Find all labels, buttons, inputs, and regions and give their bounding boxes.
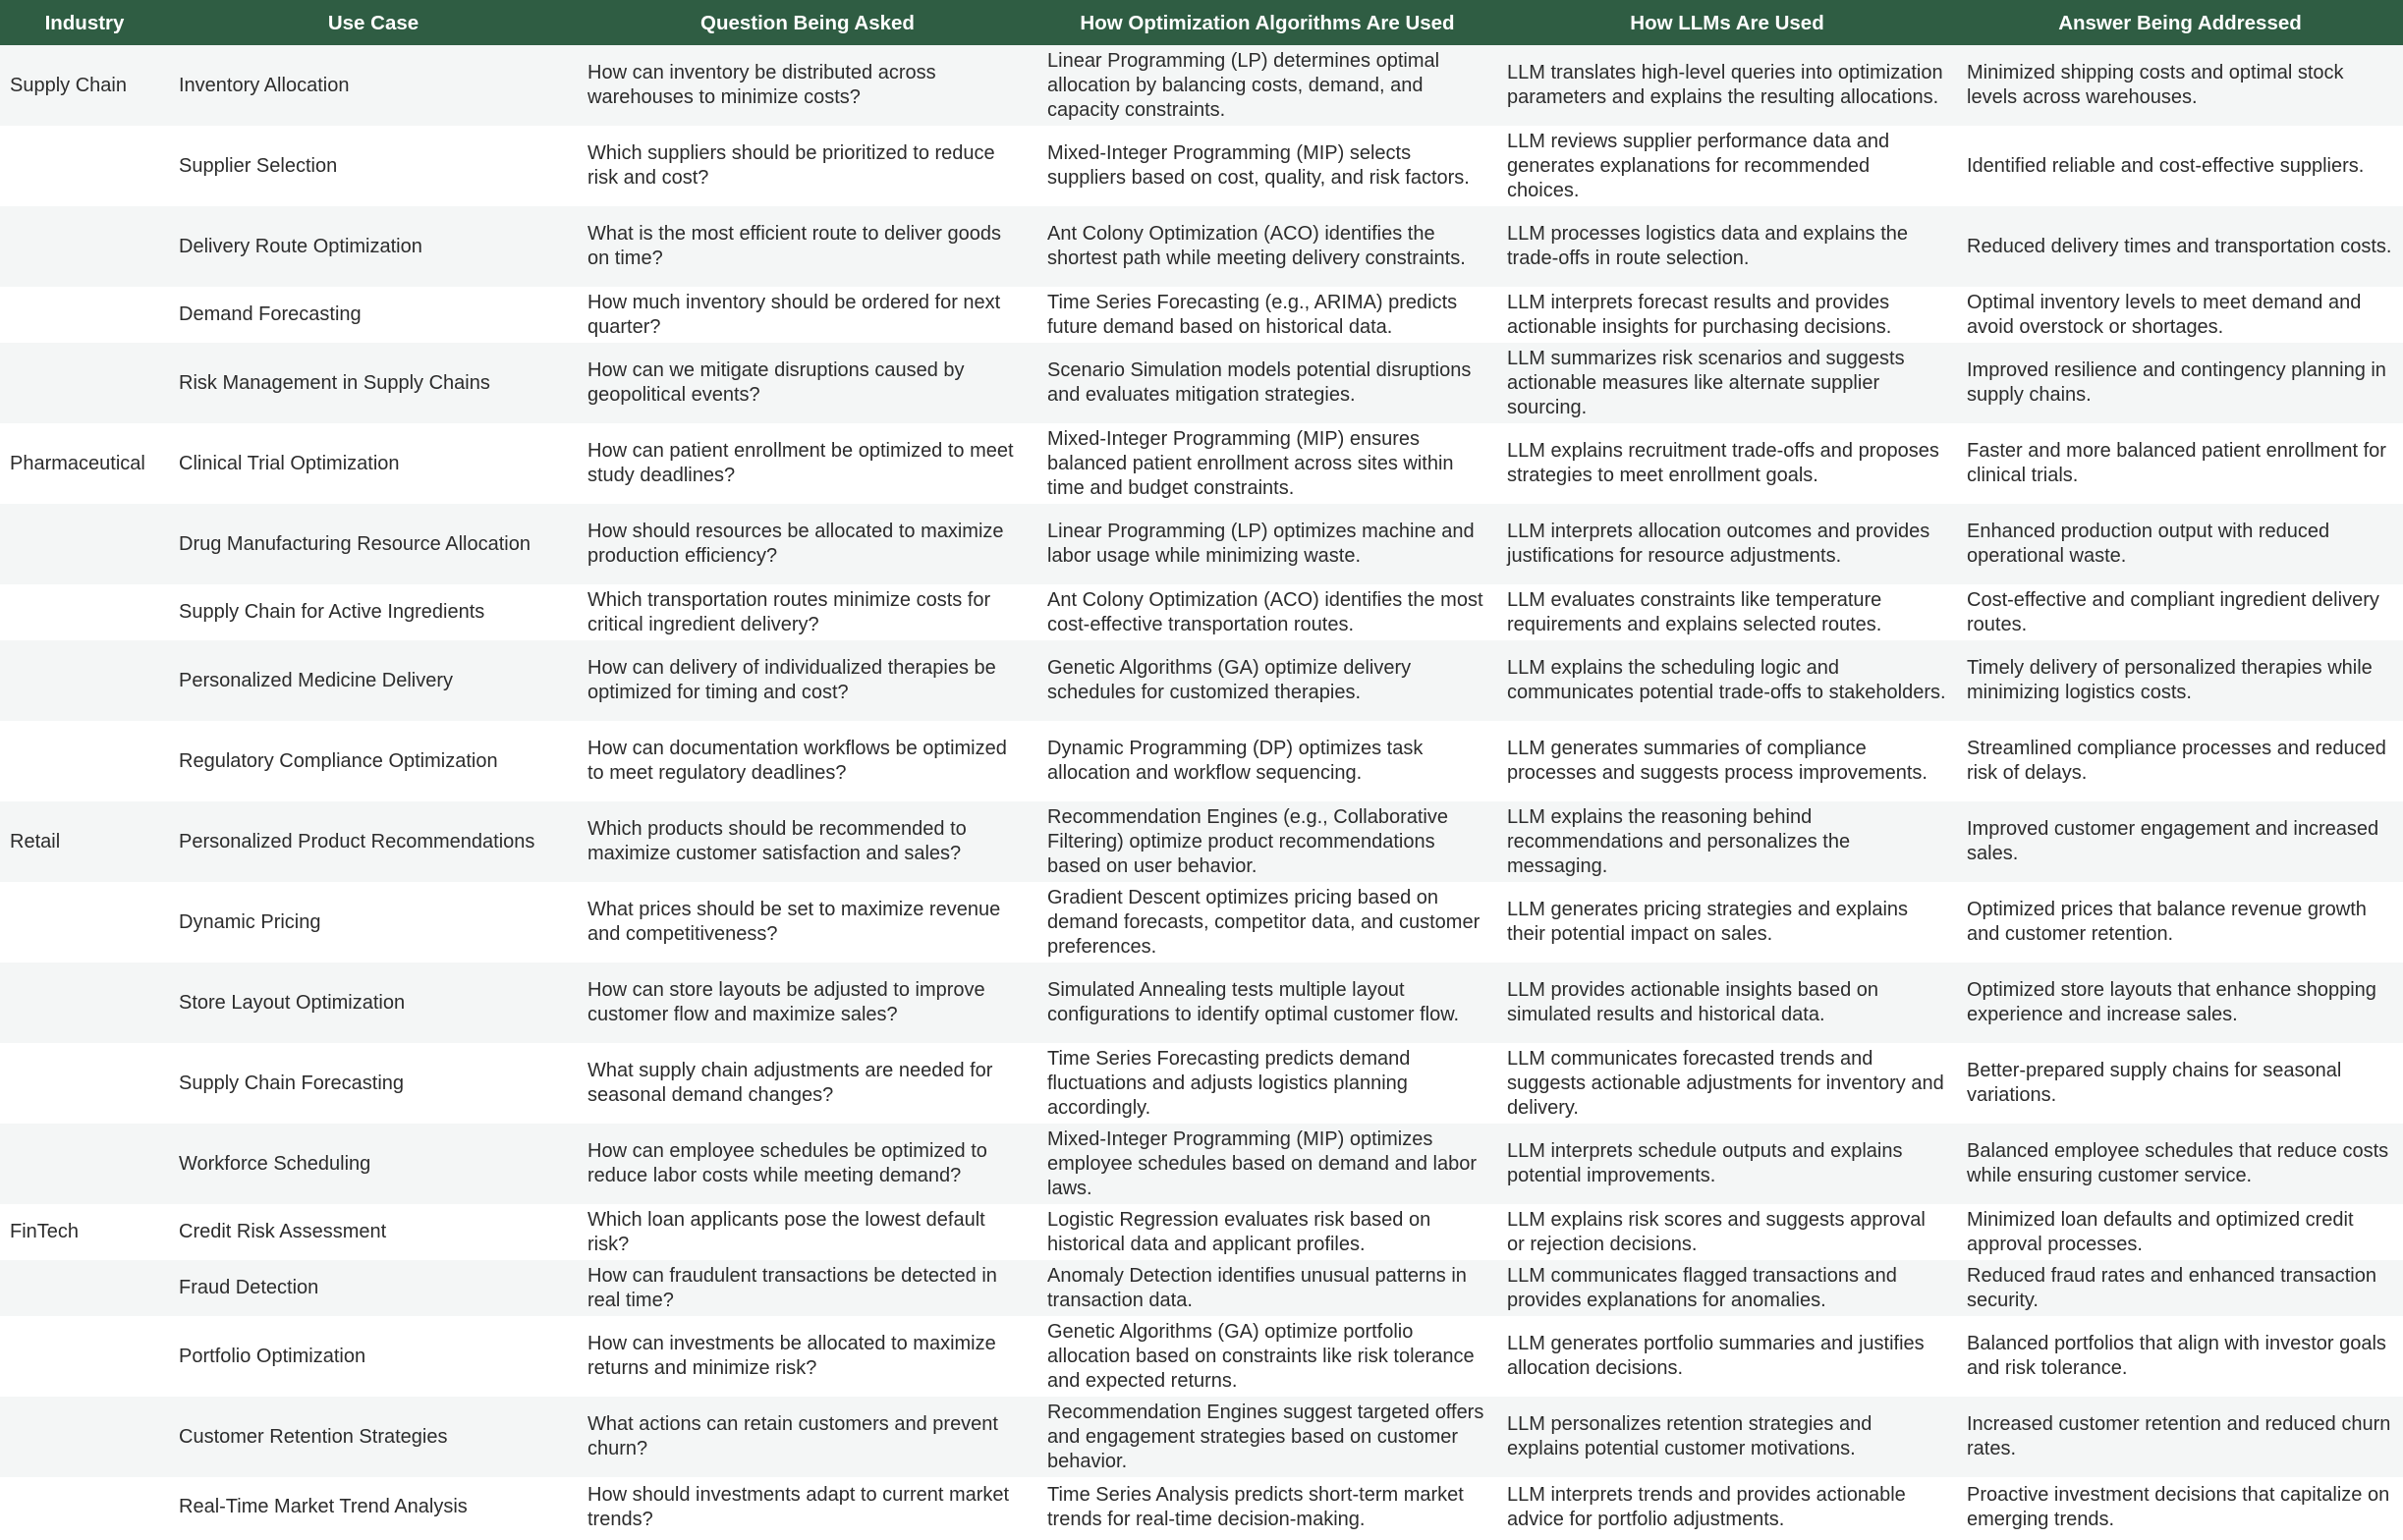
- header-industry: Industry: [0, 0, 169, 45]
- question-cell: How can documentation workflows be optimized to meet regulatory deadlines?: [578, 721, 1037, 801]
- question-cell: Which products should be recommended to maximize customer satisfaction and sales?: [578, 801, 1037, 882]
- question-cell: What is the most efficient route to deliver goods on time?: [578, 206, 1037, 287]
- question-cell: How can patient enrollment be optimized to meet study deadlines?: [578, 423, 1037, 504]
- table-row: [0, 1260, 2403, 1316]
- answer-cell: Proactive investment decisions that capitalize on emerging trends.: [1957, 1477, 2403, 1537]
- optimization-cell: Genetic Algorithms (GA) optimize delivery schedules for customized therapies.: [1037, 640, 1497, 721]
- question-cell: How can employee schedules be optimized to reduce labor costs while meeting demand?: [578, 1124, 1037, 1204]
- use-case-cell: Drug Manufacturing Resource Allocation: [169, 504, 578, 584]
- optimization-cell: Time Series Analysis predicts short-term market trends for real-time decision-making.: [1037, 1477, 1497, 1537]
- question-cell: How can inventory be distributed across warehouses to minimize costs?: [578, 45, 1037, 126]
- question-cell: How can fraudulent transactions be detected in real time?: [578, 1260, 1037, 1316]
- header-question: Question Being Asked: [578, 0, 1037, 45]
- industry-cell: Retail: [0, 801, 169, 882]
- table-row: [0, 1204, 2403, 1260]
- question-cell: How much inventory should be ordered for next quarter?: [578, 287, 1037, 343]
- industry-cell: [0, 1316, 169, 1397]
- optimization-cell: Mixed-Integer Programming (MIP) optimizes employee schedules based on demand and labor laws.: [1037, 1124, 1497, 1204]
- answer-cell: Identified reliable and cost-effective suppliers.: [1957, 126, 2403, 206]
- use-case-cell: Supply Chain Forecasting: [169, 1043, 578, 1124]
- industry-cell: Pharmaceutical: [0, 423, 169, 504]
- optimization-cell: Linear Programming (LP) optimizes machine and labor usage while minimizing waste.: [1037, 504, 1497, 584]
- industry-cell: Supply Chain: [0, 45, 169, 126]
- table-row: [0, 1316, 2403, 1397]
- optimization-cell: Gradient Descent optimizes pricing based on demand forecasts, competitor data, and customer preferences.: [1037, 882, 1497, 962]
- llm-cell: LLM interprets forecast results and provides actionable insights for purchasing decisions.: [1497, 287, 1957, 343]
- optimization-cell: Time Series Forecasting predicts demand fluctuations and adjusts logistics planning accordingly.: [1037, 1043, 1497, 1124]
- use-case-cell: Customer Retention Strategies: [169, 1397, 578, 1477]
- industry-cell: [0, 126, 169, 206]
- answer-cell: Balanced portfolios that align with investor goals and risk tolerance.: [1957, 1316, 2403, 1397]
- llm-cell: LLM generates pricing strategies and explains their potential impact on sales.: [1497, 882, 1957, 962]
- optimization-cell: Time Series Forecasting (e.g., ARIMA) predicts future demand based on historical data.: [1037, 287, 1497, 343]
- llm-cell: LLM explains risk scores and suggests approval or rejection decisions.: [1497, 1204, 1957, 1260]
- industry-cell: [0, 721, 169, 801]
- answer-cell: Streamlined compliance processes and reduced risk of delays.: [1957, 721, 2403, 801]
- llm-cell: LLM explains recruitment trade-offs and proposes strategies to meet enrollment goals.: [1497, 423, 1957, 504]
- table-row: [0, 1043, 2403, 1124]
- use-case-cell: Store Layout Optimization: [169, 962, 578, 1043]
- table-row: [0, 1477, 2403, 1537]
- optimization-cell: Simulated Annealing tests multiple layout configurations to identify optimal customer flow.: [1037, 962, 1497, 1043]
- optimization-cell: Scenario Simulation models potential disruptions and evaluates mitigation strategies.: [1037, 343, 1497, 423]
- llm-cell: LLM reviews supplier performance data and generates explanations for recommended choices.: [1497, 126, 1957, 206]
- industry-cell: FinTech: [0, 1204, 169, 1260]
- use-case-cell: Inventory Allocation: [169, 45, 578, 126]
- industry-cell: [0, 640, 169, 721]
- use-case-cell: Credit Risk Assessment: [169, 1204, 578, 1260]
- header-optimization: How Optimization Algorithms Are Used: [1037, 0, 1497, 45]
- answer-cell: Enhanced production output with reduced operational waste.: [1957, 504, 2403, 584]
- llm-cell: LLM summarizes risk scenarios and suggests actionable measures like alternate supplier sourcing.: [1497, 343, 1957, 423]
- llm-cell: LLM interprets schedule outputs and explains potential improvements.: [1497, 1124, 1957, 1204]
- use-case-cell: Dynamic Pricing: [169, 882, 578, 962]
- industry-cell: [0, 1260, 169, 1316]
- header-llm: How LLMs Are Used: [1497, 0, 1957, 45]
- answer-cell: Timely delivery of personalized therapies while minimizing logistics costs.: [1957, 640, 2403, 721]
- use-case-cell: Supplier Selection: [169, 126, 578, 206]
- industry-cell: [0, 504, 169, 584]
- llm-cell: LLM provides actionable insights based on simulated results and historical data.: [1497, 962, 1957, 1043]
- table-row: [0, 962, 2403, 1043]
- answer-cell: Increased customer retention and reduced churn rates.: [1957, 1397, 2403, 1477]
- llm-cell: LLM communicates flagged transactions and provides explanations for anomalies.: [1497, 1260, 1957, 1316]
- llm-cell: LLM generates portfolio summaries and justifies allocation decisions.: [1497, 1316, 1957, 1397]
- industry-cell: [0, 584, 169, 640]
- question-cell: How can store layouts be adjusted to improve customer flow and maximize sales?: [578, 962, 1037, 1043]
- answer-cell: Optimized store layouts that enhance shopping experience and increase sales.: [1957, 962, 2403, 1043]
- answer-cell: Optimized prices that balance revenue growth and customer retention.: [1957, 882, 2403, 962]
- answer-cell: Improved customer engagement and increased sales.: [1957, 801, 2403, 882]
- question-cell: How can we mitigate disruptions caused by geopolitical events?: [578, 343, 1037, 423]
- industry-cell: [0, 1043, 169, 1124]
- answer-cell: Reduced fraud rates and enhanced transaction security.: [1957, 1260, 2403, 1316]
- industry-cell: [0, 882, 169, 962]
- optimization-cell: Ant Colony Optimization (ACO) identifies the shortest path while meeting delivery constraints.: [1037, 206, 1497, 287]
- optimization-cell: Linear Programming (LP) determines optimal allocation by balancing costs, demand, and capacity constraints.: [1037, 45, 1497, 126]
- optimization-cell: Recommendation Engines (e.g., Collaborative Filtering) optimize product recommendations based on user behavior.: [1037, 801, 1497, 882]
- header-answer: Answer Being Addressed: [1957, 0, 2403, 45]
- header-use-case: Use Case: [169, 0, 578, 45]
- llm-cell: LLM explains the reasoning behind recommendations and personalizes the messaging.: [1497, 801, 1957, 882]
- industry-cell: [0, 206, 169, 287]
- use-case-cell: Supply Chain for Active Ingredients: [169, 584, 578, 640]
- table-row: [0, 640, 2403, 721]
- answer-cell: Minimized shipping costs and optimal stock levels across warehouses.: [1957, 45, 2403, 126]
- optimization-cell: Dynamic Programming (DP) optimizes task allocation and workflow sequencing.: [1037, 721, 1497, 801]
- question-cell: How can delivery of individualized therapies be optimized for timing and cost?: [578, 640, 1037, 721]
- llm-cell: LLM generates summaries of compliance processes and suggests process improvements.: [1497, 721, 1957, 801]
- llm-cell: LLM evaluates constraints like temperature requirements and explains selected routes.: [1497, 584, 1957, 640]
- llm-cell: LLM translates high-level queries into optimization parameters and explains the resulting allocations.: [1497, 45, 1957, 126]
- table-row: [0, 504, 2403, 584]
- optimization-cell: Anomaly Detection identifies unusual patterns in transaction data.: [1037, 1260, 1497, 1316]
- table-row: [0, 801, 2403, 882]
- optimization-cell: Ant Colony Optimization (ACO) identifies the most cost-effective transportation routes.: [1037, 584, 1497, 640]
- table-row: [0, 45, 2403, 126]
- question-cell: What actions can retain customers and prevent churn?: [578, 1397, 1037, 1477]
- answer-cell: Improved resilience and contingency planning in supply chains.: [1957, 343, 2403, 423]
- optimization-cell: Genetic Algorithms (GA) optimize portfolio allocation based on constraints like risk tolerance and expected returns.: [1037, 1316, 1497, 1397]
- header-row: [0, 0, 2403, 45]
- llm-cell: LLM communicates forecasted trends and suggests actionable adjustments for inventory and delivery.: [1497, 1043, 1957, 1124]
- answer-cell: Better-prepared supply chains for seasonal variations.: [1957, 1043, 2403, 1124]
- use-case-cell: Fraud Detection: [169, 1260, 578, 1316]
- table-row: [0, 423, 2403, 504]
- optimization-cell: Mixed-Integer Programming (MIP) selects suppliers based on cost, quality, and risk factors.: [1037, 126, 1497, 206]
- table-row: [0, 126, 2403, 206]
- answer-cell: Balanced employee schedules that reduce costs while ensuring customer service.: [1957, 1124, 2403, 1204]
- llm-cell: LLM interprets trends and provides actionable advice for portfolio adjustments.: [1497, 1477, 1957, 1537]
- llm-cell: LLM processes logistics data and explains the trade-offs in route selection.: [1497, 206, 1957, 287]
- llm-cell: LLM personalizes retention strategies and explains potential customer motivations.: [1497, 1397, 1957, 1477]
- optimization-cell: Recommendation Engines suggest targeted offers and engagement strategies based on customer behavior.: [1037, 1397, 1497, 1477]
- use-case-cell: Demand Forecasting: [169, 287, 578, 343]
- answer-cell: Optimal inventory levels to meet demand and avoid overstock or shortages.: [1957, 287, 2403, 343]
- table-row: [0, 1397, 2403, 1477]
- question-cell: How should investments adapt to current market trends?: [578, 1477, 1037, 1537]
- use-case-cell: Portfolio Optimization: [169, 1316, 578, 1397]
- question-cell: How can investments be allocated to maximize returns and minimize risk?: [578, 1316, 1037, 1397]
- question-cell: What supply chain adjustments are needed for seasonal demand changes?: [578, 1043, 1037, 1124]
- industry-cell: [0, 962, 169, 1043]
- answer-cell: Reduced delivery times and transportation costs.: [1957, 206, 2403, 287]
- use-case-cell: Regulatory Compliance Optimization: [169, 721, 578, 801]
- answer-cell: Cost-effective and compliant ingredient delivery routes.: [1957, 584, 2403, 640]
- industry-cell: [0, 1124, 169, 1204]
- use-case-cell: Personalized Medicine Delivery: [169, 640, 578, 721]
- question-cell: Which transportation routes minimize costs for critical ingredient delivery?: [578, 584, 1037, 640]
- question-cell: Which suppliers should be prioritized to reduce risk and cost?: [578, 126, 1037, 206]
- question-cell: How should resources be allocated to maximize production efficiency?: [578, 504, 1037, 584]
- use-case-cell: Real-Time Market Trend Analysis: [169, 1477, 578, 1537]
- table-row: [0, 882, 2403, 962]
- industry-cell: [0, 343, 169, 423]
- use-case-cell: Delivery Route Optimization: [169, 206, 578, 287]
- answer-cell: Faster and more balanced patient enrollment for clinical trials.: [1957, 423, 2403, 504]
- use-case-cell: Workforce Scheduling: [169, 1124, 578, 1204]
- question-cell: What prices should be set to maximize revenue and competitiveness?: [578, 882, 1037, 962]
- table-row: [0, 287, 2403, 343]
- industry-cell: [0, 1477, 169, 1537]
- use-case-cell: Clinical Trial Optimization: [169, 423, 578, 504]
- industry-cell: [0, 1397, 169, 1477]
- use-case-cell: Personalized Product Recommendations: [169, 801, 578, 882]
- table-row: [0, 1124, 2403, 1204]
- optimization-cell: Logistic Regression evaluates risk based on historical data and applicant profiles.: [1037, 1204, 1497, 1260]
- industry-cell: [0, 287, 169, 343]
- llm-cell: LLM interprets allocation outcomes and provides justifications for resource adjustments.: [1497, 504, 1957, 584]
- optimization-cell: Mixed-Integer Programming (MIP) ensures balanced patient enrollment across sites within time and budget constraints.: [1037, 423, 1497, 504]
- answer-cell: Minimized loan defaults and optimized credit approval processes.: [1957, 1204, 2403, 1260]
- question-cell: Which loan applicants pose the lowest default risk?: [578, 1204, 1037, 1260]
- llm-cell: LLM explains the scheduling logic and communicates potential trade-offs to stakeholders.: [1497, 640, 1957, 721]
- table-row: [0, 206, 2403, 287]
- table-row: [0, 721, 2403, 801]
- table-row: [0, 584, 2403, 640]
- use-case-cell: Risk Management in Supply Chains: [169, 343, 578, 423]
- table-row: [0, 343, 2403, 423]
